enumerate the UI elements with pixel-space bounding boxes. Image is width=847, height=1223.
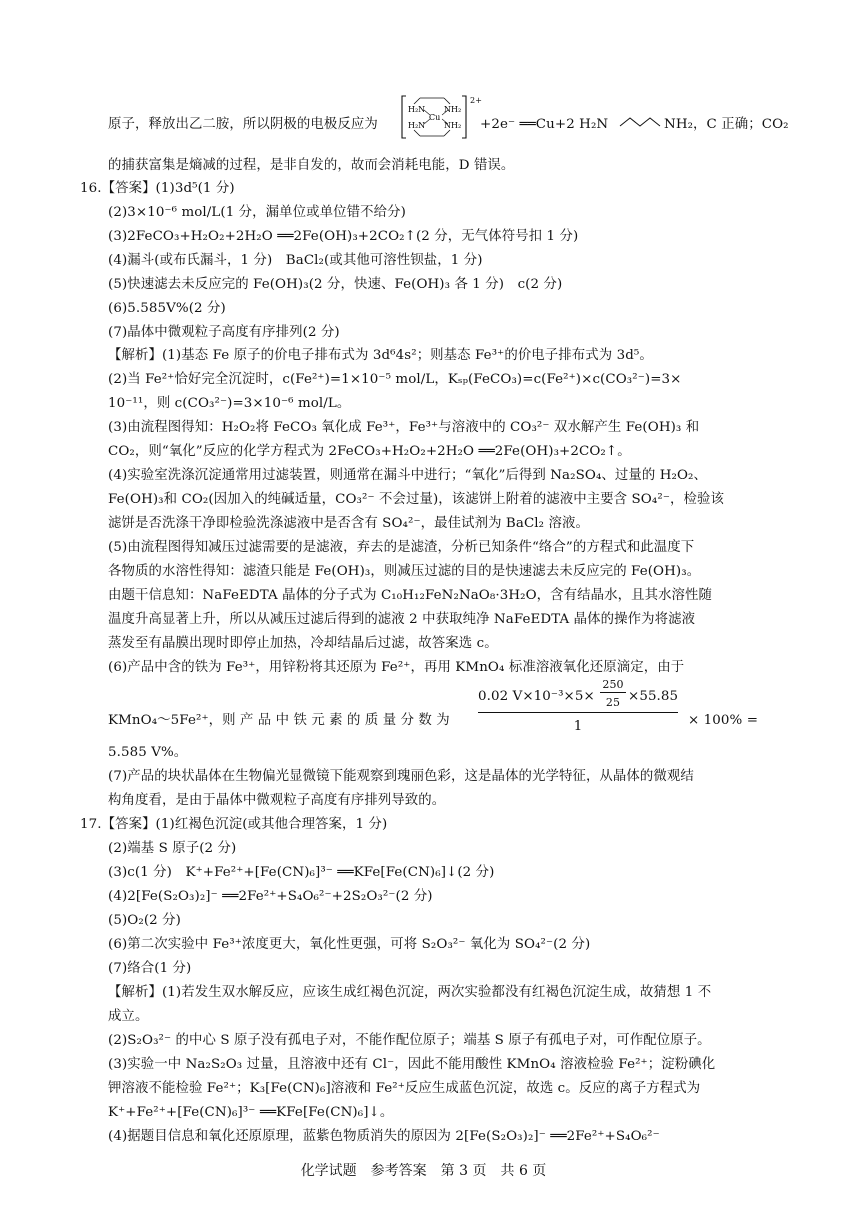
analysis-line: 10⁻¹¹，则 c(CO₃²⁻)=3×10⁻⁶ mol/L。 — [108, 396, 351, 411]
svg-text:H₂N: H₂N — [408, 105, 426, 114]
analysis-line: KMnO₄～5Fe²⁺，则 产 品 中 铁 元 素 的 质 量 分 数 为 — [108, 713, 450, 728]
inner-fraction-numerator: 250 — [602, 678, 624, 691]
text-line: (4)漏斗(或布氏漏斗，1 分) BaCl₂(或其他可溶性钡盐，1 分) — [108, 253, 483, 268]
question-16-answer-heading: 16.【答案】(1)3d⁵(1 分) — [80, 181, 235, 196]
fraction-numerator-tail: ×55.85 — [628, 689, 679, 704]
text-line: (7)晶体中微观粒子高度有序排列(2 分) — [108, 325, 340, 340]
ethylenediamine-zigzag — [618, 112, 662, 132]
svg-text:NH₂: NH₂ — [444, 105, 462, 114]
analysis-line: (3)实验一中 Na₂S₂O₃ 过量，且溶液中还有 Cl⁻，因此不能用酸性 KMnO₄ 溶液检验 Fe²⁺；淀粉碘化 — [108, 1057, 716, 1072]
inner-fraction-bar — [600, 692, 626, 693]
fraction-numerator: 0.02 V×10⁻³×5× — [478, 689, 595, 704]
text-line: (2)3×10⁻⁶ mol/L(1 分，漏单位或单位错不给分) — [108, 205, 406, 220]
analysis-line: 构角度看，是由于晶体中微观粒子高度有序排列导致的。 — [108, 793, 446, 808]
analysis-line: 温度升高显著上升，所以从减压过滤后得到的滤液 2 中获取纯净 NaFeEDTA 晶体的操作为将滤液 — [108, 612, 696, 627]
analysis-line: CO₂，则“氧化”反应的化学方程式为 2FeCO₃+H₂O₂+2H₂O ══2Fe(OH)₃+2CO₂↑。 — [108, 444, 631, 459]
analysis-line: 各物质的水溶性得知：滤渣只能是 Fe(OH)₃，则减压过滤的目的是快速滤去未反应完的 Fe(OH)₃。 — [108, 564, 701, 579]
fraction-tail: × 100% = — [688, 713, 759, 728]
text-line: (5)O₂(2 分) — [108, 913, 181, 928]
analysis-line: (3)由流程图得知：H₂O₂将 FeCO₃ 氧化成 Fe³⁺，Fe³⁺与溶液中的 CO₃²⁻ 双水解产生 Fe(OH)₃ 和 — [108, 420, 700, 435]
analysis-line: (4)据题目信息和氧化还原原理，蓝紫色物质消失的原因为 2[Fe(S₂O₃)₂]⁻ ══2Fe²⁺+S₄O₆²⁻ — [108, 1129, 660, 1144]
text-line: 的捕获富集是熵减的过程，是非自发的，故而会消耗电能，D 错误。 — [108, 158, 515, 173]
analysis-line: Fe(OH)₃和 CO₂(因加入的纯碱适量，CO₃²⁻ 不会过量)，该滤饼上附着的滤液中主要含 SO₄²⁻，检验该 — [108, 492, 724, 507]
svg-text:Cu: Cu — [429, 113, 441, 122]
analysis-line: 【解析】(1)基态 Fe 原子的价电子排布式为 3d⁶4s²；则基态 Fe³⁺的价电子排布式为 3d⁵。 — [108, 348, 653, 363]
text-line: (6)5.585V%(2 分) — [108, 301, 226, 316]
question-17-answer-heading: 17.【答案】(1)红褐色沉淀(或其他合理答案，1 分) — [80, 817, 388, 832]
text-line: +2e⁻ ══Cu+2 H₂N — [480, 117, 609, 132]
fraction-bar — [478, 712, 678, 713]
text-line: (5)快速滤去未反应完的 Fe(OH)₃(2 分，快速、Fe(OH)₃ 各 1 分) c(2 分) — [108, 277, 563, 292]
text-line: 原子，释放出乙二胺，所以阴极的电极反应为 — [108, 117, 378, 132]
text-line: (7)络合(1 分) — [108, 961, 192, 976]
analysis-line: (6)产品中含的铁为 Fe³⁺，用锌粉将其还原为 Fe²⁺，再用 KMnO₄ 标准溶液氧化还原滴定，由于 — [108, 660, 685, 675]
analysis-line: 由题干信息知：NaFeEDTA 晶体的分子式为 C₁₀H₁₂FeN₂NaO₈·3H₂O，含有结晶水，且其水溶性随 — [108, 588, 713, 603]
page-footer: 化学试题 参考答案 第 3 页 共 6 页 — [300, 1163, 547, 1179]
analysis-line: (2)当 Fe²⁺恰好完全沉淀时，c(Fe²⁺)=1×10⁻⁵ mol/L，Kₛₚ(FeCO₃)=c(Fe²⁺)×c(CO₃²⁻)=3× — [108, 372, 682, 387]
copper-ethylenediamine-complex-structure — [400, 94, 472, 140]
analysis-line: (4)实验室洗涤沉淀通常用过滤装置，则通常在漏斗中进行；“氧化”后得到 Na₂SO₄、过量的 H₂O₂、 — [108, 468, 708, 483]
analysis-line: 滤饼是否洗涤干净即检验洗涤滤液中是否含有 SO₄²⁻，最佳试剂为 BaCl₂ 溶液。 — [108, 516, 589, 531]
text-line: NH₂，C 正确；CO₂ — [664, 117, 789, 132]
text-line: (4)2[Fe(S₂O₃)₂]⁻ ══2Fe²⁺+S₄O₆²⁻+2S₂O₃²⁻(2 分) — [108, 889, 433, 904]
analysis-line: (2)S₂O₃²⁻ 的中心 S 原子没有孤电子对，不能作配位原子；端基 S 原子有孤电子对，可作配位原子。 — [108, 1033, 711, 1048]
svg-text:NH₂: NH₂ — [444, 121, 462, 130]
complex-charge: 2+ — [470, 96, 482, 105]
analysis-line: (5)由流程图得知减压过滤需要的是滤液，弃去的是滤渣，分析已知条件“络合”的方程式和此温度下 — [108, 540, 695, 555]
analysis-line: 钾溶液不能检验 Fe²⁺；K₃[Fe(CN)₆]溶液和 Fe²⁺反应生成蓝色沉淀，故选 c。反应的离子方程式为 — [108, 1081, 701, 1096]
text-line: (2)端基 S 原子(2 分) — [108, 841, 237, 856]
inner-fraction-denominator: 25 — [605, 696, 621, 709]
svg-text:H₂N: H₂N — [408, 121, 426, 130]
fraction-denominator: 1 — [573, 719, 583, 734]
text-line: (3)c(1 分) K⁺+Fe²⁺+[Fe(CN)₆]³⁻ ══KFe[Fe(CN)₆]↓(2 分) — [108, 865, 495, 880]
analysis-line: (7)产品的块状晶体在生物偏光显微镜下能观察到瑰丽色彩，这是晶体的光学特征，从晶体的微观结 — [108, 769, 694, 784]
text-line: (6)第二次实验中 Fe³⁺浓度更大，氧化性更强，可将 S₂O₃²⁻ 氧化为 SO₄²⁻(2 分) — [108, 937, 591, 952]
text-line: (3)2FeCO₃+H₂O₂+2H₂O ══2Fe(OH)₃+2CO₂↑(2 分，无气体符号扣 1 分) — [108, 229, 579, 244]
analysis-line: 蒸发至有晶膜出现时即停止加热，冷却结晶后过滤，故答案选 c。 — [108, 636, 498, 651]
analysis-line: 成立。 — [108, 1009, 149, 1024]
analysis-line: 5.585 V%。 — [108, 745, 188, 760]
analysis-line: 【解析】(1)若发生双水解反应，应该生成红褐色沉淀，两次实验都没有红褐色沉淀生成，故猜想 1 不 — [108, 985, 712, 1000]
analysis-line: K⁺+Fe²⁺+[Fe(CN)₆]³⁻ ══KFe[Fe(CN)₆]↓。 — [108, 1105, 394, 1120]
